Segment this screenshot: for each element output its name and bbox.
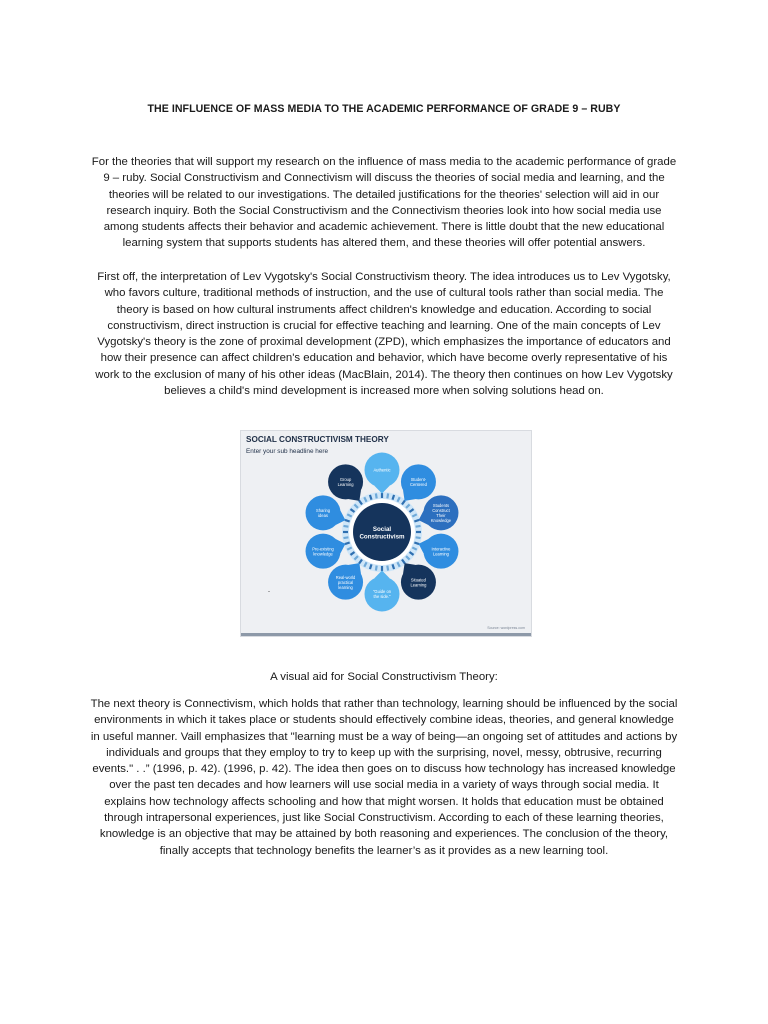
figure-title: SOCIAL CONSTRUCTIVISM THEORY (246, 435, 389, 444)
cycle-node (328, 464, 363, 501)
node-label: Knowledge (430, 517, 452, 523)
ring-segment (416, 537, 421, 538)
ring-segment (414, 520, 419, 522)
figure-source: Source: wordpress.com (487, 626, 525, 630)
social-constructivism-figure (240, 430, 532, 637)
cycle-node (401, 563, 436, 600)
node-label: "Guide on (372, 589, 392, 595)
node-label: Sharing (315, 507, 331, 513)
node-label: Pre-existing (312, 546, 334, 552)
node-label: Group (339, 476, 352, 482)
cycle-node (365, 571, 400, 612)
ring-segment (393, 495, 395, 500)
node-label: knowledge (313, 551, 333, 557)
cycle-node (365, 453, 400, 494)
ring-segment (376, 493, 377, 498)
center-label: Social (372, 526, 392, 533)
ring-segment (387, 493, 388, 498)
ring-segment (416, 526, 421, 527)
cycle-node (419, 534, 459, 569)
node-label: learning (338, 584, 353, 590)
cycle-diagram (241, 431, 531, 636)
cycle-node (401, 464, 436, 501)
document-title: THE INFLUENCE OF MASS MEDIA TO THE ACADEMIC PERFORMANCE OF GRADE 9 – RUBY (147, 103, 621, 115)
node-label: the side." (373, 594, 391, 600)
node-label: Their (436, 512, 446, 518)
figure-caption: A visual aid for Social Constructivism Theory: (270, 671, 498, 683)
figure-bottom-bar (241, 633, 531, 636)
cycle-node (306, 495, 346, 530)
node-label: Authentic (373, 467, 391, 473)
node-label: Construct (432, 507, 450, 513)
figure-stray-mark: - (268, 589, 270, 595)
node-label: Learning (432, 551, 449, 557)
paragraph-intro: For the theories that will support my research on the influence of mass media to the academic performance of grade 9 – ruby. Social Constructivism and Connectivism will discuss the theories of social media and learning, and the theories will be related to our investigations. The detailed justifications for the theories' selection will aid in our research inquiry. Both the Social Constructivism and the Connectivism theories look into how social media use among students affects their behavior and academic achievement. There is little doubt that the new educational learning system that supports students has altered them, and these theories will offer potential answers. (91, 156, 677, 250)
cycle-node (306, 534, 346, 569)
paragraph-connectivism: The next theory is Connectivism, which holds that rather than technology, learning should be influenced by the social environments in which it takes place or students should effectively combine ideas, theories, and general knowledge in useful manner. Vaill emphasizes that "learning must be a way of being—an ongoing set of attitudes and actions by individuals and groups that they employ to try to keep up with the surprising, novel, messy, obtrusive, recurring events." . .” (1996, p. 42). (1996, p. 42). The idea then goes on to discuss how technology has increased knowledge over the past ten decades and how learners will use social media in a variety of ways through social media. It explains how technology affects schooling and how that might worsen. It holds that education must be obtained through intrapersonal experiences, just like Social Constructivism. According to each of these learning theories, knowledge is an objective that may be attained by both reasoning and experiences. The conclusion of the theory, finally accepts that technology benefits the learner’s as it provides as a new learning tool. (90, 698, 678, 857)
node-label: Situated (410, 577, 426, 583)
node-label: Real-world (335, 574, 356, 580)
center-label: Constructivism (359, 533, 405, 541)
node-label: Learning (410, 582, 427, 588)
node-label: ideas (318, 512, 328, 518)
paragraph-social-constructivism: First off, the interpretation of Lev Vygotsky's Social Constructivism theory. The idea introduces us to Lev Vygotsky, who favors culture, traditional methods of instruction, and the use of cultural tools rather than social media. The theory is based on how cultural instruments affect children's knowledge and education. According to social constructivism, direct instruction is crucial for effective teaching and learning. One of the main concepts of Lev Vygotsky's theory is the zone of proximal development (ZPD), which emphasizes the importance of educators and how their presence can affect children's education and behavior, which have become overly representative of his work to the exclusion of many of his other ideas (MacBlain, 2014). The theory then continues on how Lev Vygotsky believes a child's mind development is increased more when solving solutions head on. (95, 271, 673, 398)
node-label: Centered (410, 481, 427, 487)
node-label: Interactive (431, 546, 451, 552)
node-label: Learning (337, 481, 354, 487)
ring-segment (393, 564, 395, 569)
ring-segment (370, 495, 372, 500)
node-label: Student- (410, 476, 427, 482)
node-label: Students (432, 502, 450, 508)
cycle-node (419, 495, 459, 530)
ring-segment (343, 526, 348, 527)
ring-segment (387, 566, 388, 571)
figure-subtitle: Enter your sub headline here (246, 448, 329, 455)
ring-segment (343, 537, 348, 538)
ring-segment (376, 566, 377, 571)
ring-segment (370, 564, 372, 569)
node-label: practical (337, 579, 354, 585)
ring-segment (345, 543, 350, 545)
ring-segment (345, 520, 350, 522)
ring-segment (414, 543, 419, 545)
cycle-node (328, 563, 363, 600)
